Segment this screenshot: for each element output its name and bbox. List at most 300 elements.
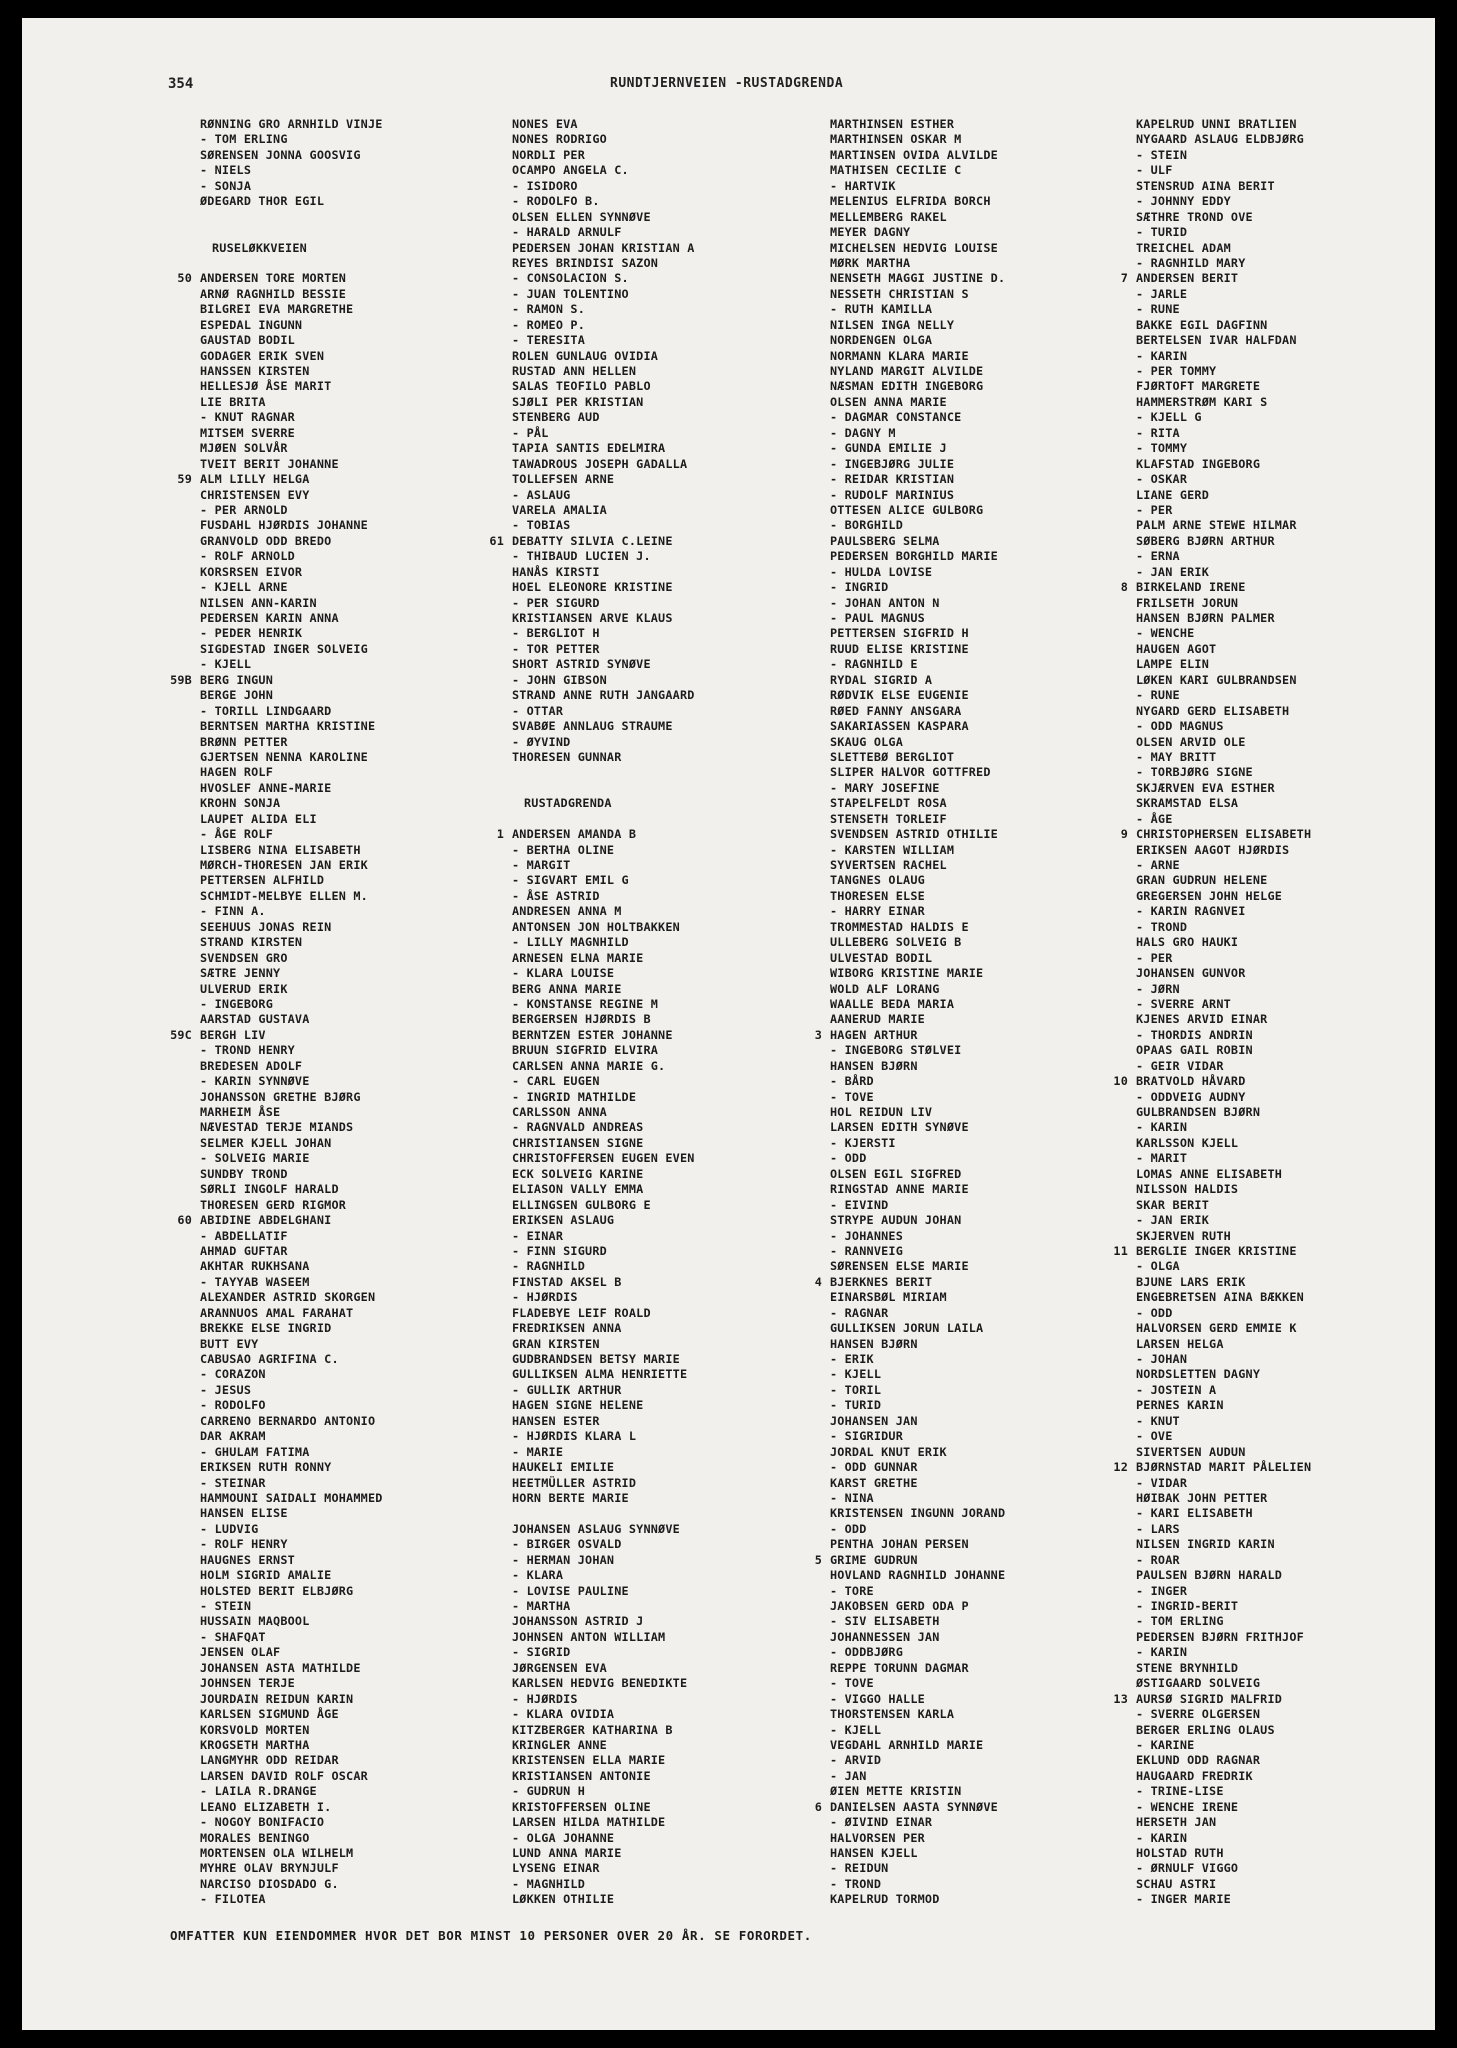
resident-name: GREGERSEN JOHN HELGE (1136, 888, 1283, 903)
resident-name: KRISTOFFERSEN OLINE (512, 1799, 651, 1814)
resident-name: HALS GRO HAUKI (1136, 935, 1239, 950)
resident-name: - GEIR VIDAR (1136, 1058, 1224, 1073)
resident-name: STENE BRYNHILD (1136, 1660, 1239, 1675)
resident-entry (1136, 1383, 1311, 1398)
resident-entry (1136, 1553, 1311, 1568)
resident-name: NILSEN ANN-KARIN (200, 595, 317, 610)
resident-name: BREKKE ELSE INGRID (200, 1321, 332, 1336)
resident-entry (200, 873, 383, 888)
resident-entry (1136, 1367, 1311, 1382)
resident-entry (1136, 518, 1311, 533)
resident-entry (200, 1522, 383, 1537)
resident-entry (200, 256, 383, 271)
resident-entry (830, 920, 1005, 935)
resident-entry (512, 225, 695, 240)
resident-name: LARSEN HELGA (1136, 1336, 1224, 1351)
resident-name: DEBATTY SILVIA C.LEINE (512, 533, 673, 548)
resident-entry (200, 426, 383, 441)
resident-entry (200, 518, 383, 533)
resident-name: - TROND (1136, 919, 1188, 934)
resident-entry (512, 873, 695, 888)
resident-name: - TORE (830, 1583, 874, 1598)
resident-name: - RODOLFO (200, 1398, 266, 1413)
directory-page (22, 18, 1435, 2030)
resident-name: - INGER MARIE (1136, 1892, 1231, 1907)
resident-entry (200, 179, 383, 194)
resident-name: - LOVISE PAULINE (512, 1583, 629, 1598)
resident-name: GULLIKSEN ALMA HENRIETTE (512, 1367, 688, 1382)
resident-name: CHRISTOPHERSEN ELISABETH (1136, 827, 1312, 842)
resident-entry (830, 1445, 1005, 1460)
resident-entry (830, 843, 1005, 858)
resident-entry (512, 1738, 695, 1753)
resident-entry (1136, 1136, 1311, 1151)
resident-name: TREICHEL ADAM (1136, 240, 1231, 255)
resident-name: - INGEBORG STØLVEI (830, 1043, 962, 1058)
resident-entry (830, 148, 1005, 163)
resident-name: SALAS TEOFILO PABLO (512, 379, 651, 394)
resident-name: - MAY BRITT (1136, 749, 1217, 764)
resident-entry (1136, 1259, 1311, 1274)
resident-entry (200, 1846, 383, 1861)
resident-entry (830, 441, 1005, 456)
resident-entry (1120, 271, 1311, 286)
resident-name: - FINN SIGURD (512, 1243, 607, 1258)
resident-entry (1136, 549, 1311, 564)
resident-name: - EINAR (512, 1228, 564, 1243)
resident-name: HAMMOUNI SAIDALI MOHAMMED (200, 1490, 383, 1505)
resident-entry (512, 920, 695, 935)
resident-entry (830, 1892, 1005, 1907)
resident-entry (512, 1028, 695, 1043)
resident-entry (200, 1661, 383, 1676)
resident-name: CHRISTOFFERSEN EUGEN EVEN (512, 1151, 695, 1166)
resident-entry (1136, 812, 1311, 827)
resident-name: GULBRANDSEN BJØRN (1136, 1105, 1261, 1119)
resident-name: SØRLI INGOLF HARALD (200, 1182, 339, 1197)
resident-entry (200, 1460, 383, 1475)
resident-entry (830, 472, 1005, 487)
resident-entry (1136, 333, 1311, 348)
resident-name: - RAGNAR (830, 1305, 889, 1320)
resident-name: SVABØE ANNLAUG STRAUME (512, 719, 673, 734)
resident-name: - BORGHILD (830, 518, 904, 533)
resident-name: - MARY JOSEFINE (830, 780, 940, 795)
resident-entry (512, 1614, 695, 1629)
resident-name: - ERNA (1136, 549, 1180, 564)
resident-name: FREDRIKSEN ANNA (512, 1321, 622, 1336)
resident-entry (1136, 1352, 1311, 1367)
resident-name: - JOHNNY EDDY (1136, 194, 1231, 209)
resident-entry (200, 1059, 383, 1074)
resident-name: SYVERTSEN RACHEL (830, 858, 947, 872)
resident-name: - JAN (830, 1768, 867, 1783)
resident-entry (512, 1522, 695, 1537)
resident-entry (830, 179, 1005, 194)
resident-name: BERG INGUN (200, 672, 274, 687)
resident-entry (830, 1105, 1005, 1120)
resident-entry (1136, 1831, 1311, 1846)
resident-name: - MARGIT (512, 858, 571, 872)
resident-entry (512, 426, 695, 441)
resident-entry (830, 1429, 1005, 1444)
resident-name: JOHANSSON ASTRID J (512, 1614, 644, 1629)
resident-entry (512, 1429, 695, 1444)
resident-entry (512, 148, 695, 163)
resident-entry (830, 1352, 1005, 1367)
resident-entry (200, 534, 383, 549)
resident-name: HAGEN SIGNE HELENE (512, 1398, 644, 1413)
resident-name: - DAGNY M (830, 425, 896, 440)
resident-name: - REIDAR KRISTIAN (830, 472, 955, 487)
resident-name: - INGRID (830, 580, 889, 595)
resident-entry (512, 935, 695, 950)
resident-entry (1136, 1229, 1311, 1244)
resident-name: HOLSTED BERIT ELBJØRG (200, 1583, 354, 1598)
resident-name: TAWADROUS JOSEPH GADALLA (512, 456, 688, 471)
resident-name: THORSTENSEN KARLA (830, 1707, 955, 1722)
resident-name: CHRISTENSEN EVY (200, 487, 310, 502)
resident-name: BERG ANNA MARIE (512, 981, 622, 996)
resident-entry (200, 349, 383, 364)
resident-name: - JOHAN (1136, 1352, 1188, 1366)
resident-name: STRYPE AUDUN JOHAN (830, 1213, 962, 1228)
resident-name: - KARIN (1136, 348, 1188, 363)
resident-entry (200, 1229, 383, 1244)
resident-name: KROHN SONJA (200, 796, 281, 811)
resident-entry (200, 503, 383, 518)
resident-entry (830, 1537, 1005, 1552)
resident-name: JOHANSEN ASTA MATHILDE (200, 1660, 361, 1675)
resident-entry (512, 349, 695, 364)
resident-name: GRIME GUDRUN (830, 1552, 918, 1567)
resident-name: - OVE (1136, 1429, 1173, 1444)
resident-entry (512, 1630, 695, 1645)
resident-entry (1136, 626, 1311, 641)
resident-name: ANDERSEN BERIT (1136, 271, 1239, 286)
resident-name: JOHANNESSEN JAN (830, 1629, 940, 1644)
resident-name: - MAGNHILD (512, 1876, 586, 1891)
resident-entry (1136, 1398, 1311, 1413)
resident-name: LEANO ELIZABETH I. (200, 1799, 332, 1814)
resident-entry (200, 1738, 383, 1753)
resident-entry (200, 1429, 383, 1444)
resident-name: - ABDELLATIF (200, 1228, 288, 1243)
resident-entry (830, 1599, 1005, 1614)
resident-entry (830, 1290, 1005, 1305)
resident-name: ALEXANDER ASTRID SKORGEN (200, 1290, 376, 1305)
resident-name: - PEDER HENRIK (200, 626, 303, 641)
house-number: 59B (170, 672, 192, 687)
resident-name: KARLSSON KJELL (1136, 1135, 1239, 1150)
resident-entry (200, 935, 383, 950)
resident-entry (489, 533, 695, 549)
resident-name: AKHTAR RUKHSANA (200, 1259, 310, 1274)
resident-entry (830, 349, 1005, 364)
resident-entry (830, 1337, 1005, 1352)
resident-entry (512, 951, 695, 966)
resident-name: SHORT ASTRID SYNØVE (512, 657, 651, 672)
resident-name: - SVERRE OLGERSEN (1136, 1707, 1261, 1722)
resident-name: - BÅRD (830, 1074, 874, 1089)
resident-entry (200, 1506, 383, 1521)
resident-entry (512, 1584, 695, 1599)
resident-name: HOLM SIGRID AMALIE (200, 1568, 332, 1583)
resident-entry (830, 873, 1005, 888)
resident-name: - VIGGO HALLE (830, 1691, 925, 1706)
resident-name: - SONJA (200, 178, 252, 193)
resident-entry (200, 1306, 383, 1321)
resident-name: ENGEBRETSEN AINA BÆKKEN (1136, 1290, 1304, 1305)
resident-name: BJERKNES BERIT (830, 1274, 933, 1289)
resident-name: PERNES KARIN (1136, 1398, 1224, 1413)
resident-entry (200, 1568, 383, 1583)
resident-entry (830, 1769, 1005, 1784)
resident-entry (830, 256, 1005, 271)
resident-entry (1136, 472, 1311, 487)
resident-name: LIANE GERD (1136, 487, 1210, 502)
resident-name: - ODDBJØRG (830, 1645, 904, 1660)
resident-entry (200, 966, 383, 981)
resident-name: BUTT EVY (200, 1336, 259, 1351)
resident-entry (200, 920, 383, 935)
resident-name: - SIGVART EMIL G (512, 873, 629, 888)
resident-entry (200, 1167, 383, 1182)
resident-name: - LARS (1136, 1521, 1180, 1536)
resident-entry (512, 966, 695, 981)
resident-name: AARSTAD GUSTAVA (200, 1012, 310, 1027)
resident-name: - SOLVEIG MARIE (200, 1151, 310, 1166)
resident-name: MJØEN SOLVÅR (200, 441, 288, 456)
resident-entry (1136, 426, 1311, 441)
resident-name: - TOBIAS (512, 518, 571, 533)
resident-name: BRØNN PETTER (200, 734, 288, 749)
resident-name: - PER SIGURD (512, 595, 600, 610)
resident-entry (512, 1692, 695, 1707)
resident-name: - RUDOLF MARINIUS (830, 487, 955, 502)
resident-name: - ULF (1136, 163, 1173, 178)
resident-entry (1136, 163, 1311, 178)
resident-name: CARLSSON ANNA (512, 1105, 607, 1119)
resident-entry (1136, 1290, 1311, 1305)
resident-name: LANGMYHR ODD REIDAR (200, 1753, 339, 1768)
resident-entry (200, 1861, 383, 1876)
resident-entry (830, 194, 1005, 209)
street-name: RUSTADGRENDA (524, 796, 612, 811)
resident-name: SØRENSEN ELSE MARIE (830, 1259, 969, 1274)
resident-name: JOHANSEN JAN (830, 1413, 918, 1428)
house-number: 8 (1120, 580, 1128, 595)
resident-entry (830, 333, 1005, 348)
resident-entry (1136, 210, 1311, 225)
resident-name: - ODD MAGNUS (1136, 719, 1224, 734)
resident-name: LYSENG EINAR (512, 1861, 600, 1876)
resident-entry (830, 626, 1005, 641)
resident-name: NORDENGEN OLGA (830, 333, 933, 348)
resident-name: - KARIN SYNNØVE (200, 1074, 310, 1089)
page-header: RUNDTJERNVEIEN -RUSTADGRENDA (610, 76, 844, 91)
resident-name: GUDBRANDSEN BETSY MARIE (512, 1352, 680, 1366)
house-number: 60 (177, 1213, 192, 1228)
resident-name: OPAAS GAIL ROBIN (1136, 1043, 1253, 1058)
resident-entry (830, 858, 1005, 873)
resident-entry (830, 1259, 1005, 1274)
resident-name: STENBERG AUD (512, 410, 600, 425)
resident-entry (830, 1090, 1005, 1105)
resident-entry (200, 1784, 383, 1799)
resident-entry (1136, 132, 1311, 147)
resident-entry (830, 163, 1005, 178)
resident-entry (512, 1723, 695, 1738)
resident-entry (1136, 966, 1311, 981)
resident-entry (1136, 349, 1311, 364)
resident-name: - JAN ERIK (1136, 1213, 1210, 1228)
resident-name: - INGRID-BERIT (1136, 1599, 1239, 1613)
resident-entry (512, 1784, 695, 1799)
resident-entry (830, 719, 1005, 734)
resident-entry (830, 379, 1005, 394)
resident-name: KARLSEN HEDVIG BENEDIKTE (512, 1676, 688, 1691)
resident-entry (200, 1877, 383, 1892)
resident-name: JOHNSEN ANTON WILLIAM (512, 1629, 666, 1644)
resident-entry (200, 565, 383, 580)
resident-name: ARNØ RAGNHILD BESSIE (200, 286, 347, 301)
resident-name: HALVORSEN GERD EMMIE K (1136, 1321, 1297, 1336)
resident-entry (1136, 302, 1311, 317)
resident-entry (830, 210, 1005, 225)
resident-name: - RAGNHILD E (830, 657, 918, 672)
resident-entry (512, 1877, 695, 1892)
resident-entry (512, 1769, 695, 1784)
resident-entry (200, 843, 383, 858)
resident-name: NORDLI PER (512, 147, 586, 162)
resident-name: JENSEN OLAF (200, 1645, 281, 1660)
resident-entry (1136, 1614, 1311, 1629)
resident-name: TROMMESTAD HALDIS E (830, 919, 969, 934)
column-1 (170, 117, 383, 1908)
resident-name: REYES BRINDISI SAZON (512, 255, 659, 270)
resident-entry (830, 889, 1005, 904)
resident-name: MARTINSEN OVIDA ALVILDE (830, 147, 998, 162)
resident-entry (1136, 1120, 1311, 1135)
resident-entry (512, 1182, 695, 1197)
resident-entry (512, 1136, 695, 1151)
house-number: 10 (1113, 1074, 1128, 1089)
resident-name: - JOHN GIBSON (512, 672, 607, 687)
page-number: 354 (168, 76, 194, 92)
resident-name: VEGDAHL ARNHILD MARIE (830, 1737, 984, 1752)
resident-entry (512, 1120, 695, 1135)
resident-name: - STEINAR (200, 1475, 266, 1490)
resident-entry (512, 1043, 695, 1058)
resident-entry (200, 982, 383, 997)
resident-name: - ODD (1136, 1305, 1173, 1320)
resident-entry (830, 518, 1005, 533)
resident-name: - KARIN (1136, 1120, 1188, 1135)
resident-name: HANSSEN KIRSTEN (200, 364, 310, 378)
resident-name: - ØRNULF VIGGO (1136, 1861, 1239, 1876)
resident-name: - RAGNHILD (512, 1259, 586, 1274)
resident-name: - KJELL G (1136, 410, 1202, 425)
resident-name: SLIPER HALVOR GOTTFRED (830, 765, 991, 780)
resident-name: - ROLF ARNOLD (200, 549, 295, 564)
resident-name: LAMPE ELIN (1136, 657, 1210, 672)
resident-entry (200, 1445, 383, 1460)
resident-name: OLSEN ARVID OLE (1136, 734, 1246, 749)
resident-entry (512, 719, 695, 734)
resident-entry (1120, 827, 1312, 842)
resident-entry (1136, 750, 1311, 765)
resident-entry (512, 549, 695, 564)
resident-entry (830, 318, 1005, 333)
street-heading (200, 241, 383, 256)
resident-entry (512, 1012, 695, 1027)
resident-entry (1136, 1337, 1311, 1352)
resident-name: - JOHANNES (830, 1228, 904, 1243)
resident-name: MELLEMBERG RAKEL (830, 209, 947, 224)
resident-name: BRUUN SIGFRID ELVIRA (512, 1043, 659, 1058)
resident-entry (1136, 951, 1311, 966)
resident-name: - PER TOMMY (1136, 364, 1217, 378)
resident-entry (830, 904, 1005, 919)
resident-name: - RITA (1136, 425, 1180, 440)
resident-entry (1136, 873, 1311, 888)
resident-name: - HARALD ARNULF (512, 225, 622, 240)
resident-name: - HARRY EINAR (830, 904, 925, 919)
resident-name: PEDERSEN JOHAN KRISTIAN A (512, 240, 695, 255)
resident-entry (512, 395, 695, 410)
resident-name: BERGLIE INGER KRISTINE (1136, 1243, 1297, 1258)
house-number: 61 (489, 533, 504, 548)
resident-name: - TROND (830, 1876, 882, 1891)
resident-name: JORDAL KNUT ERIK (830, 1444, 947, 1459)
resident-name: BRATVOLD HÅVARD (1136, 1074, 1246, 1089)
resident-entry (200, 1753, 383, 1768)
resident-entry (830, 1213, 1005, 1228)
resident-entry (1136, 642, 1311, 657)
resident-entry (830, 611, 1005, 626)
resident-entry (830, 1630, 1005, 1645)
resident-name: ØDEGARD THOR EGIL (200, 194, 325, 209)
resident-entry (830, 642, 1005, 657)
resident-name: PEDERSEN BJØRN FRITHJOF (1136, 1629, 1304, 1644)
resident-name: AHMAD GUFTAR (200, 1243, 288, 1258)
resident-name: KITZBERGER KATHARINA B (512, 1722, 673, 1737)
resident-entry (830, 812, 1005, 827)
resident-entry (1136, 1738, 1311, 1753)
resident-entry (512, 704, 695, 719)
resident-entry (512, 132, 695, 147)
resident-entry (830, 1676, 1005, 1691)
resident-name: - KARI ELISABETH (1136, 1506, 1253, 1521)
resident-entry (200, 1553, 383, 1568)
resident-name: JOHNSEN TERJE (200, 1676, 295, 1691)
resident-entry (200, 1645, 383, 1660)
resident-name: - FILOTEA (200, 1892, 266, 1907)
resident-name: BJØRNSTAD MARIT PÅLELIEN (1136, 1460, 1312, 1475)
resident-entry (1136, 843, 1311, 858)
resident-name: HELLESJØ ÅSE MARIT (200, 379, 332, 394)
resident-name: BERTELSEN IVAR HALFDAN (1136, 333, 1297, 348)
resident-name: SELMER KJELL JOHAN (200, 1135, 332, 1150)
resident-name: JOHANSEN ASLAUG SYNNØVE (512, 1521, 680, 1536)
resident-entry (200, 904, 383, 919)
resident-name: - INGER (1136, 1583, 1188, 1598)
resident-entry (200, 1182, 383, 1197)
resident-entry (177, 1213, 383, 1228)
house-number: 59C (170, 1027, 192, 1042)
resident-name: - PAUL MAGNUS (830, 611, 925, 625)
